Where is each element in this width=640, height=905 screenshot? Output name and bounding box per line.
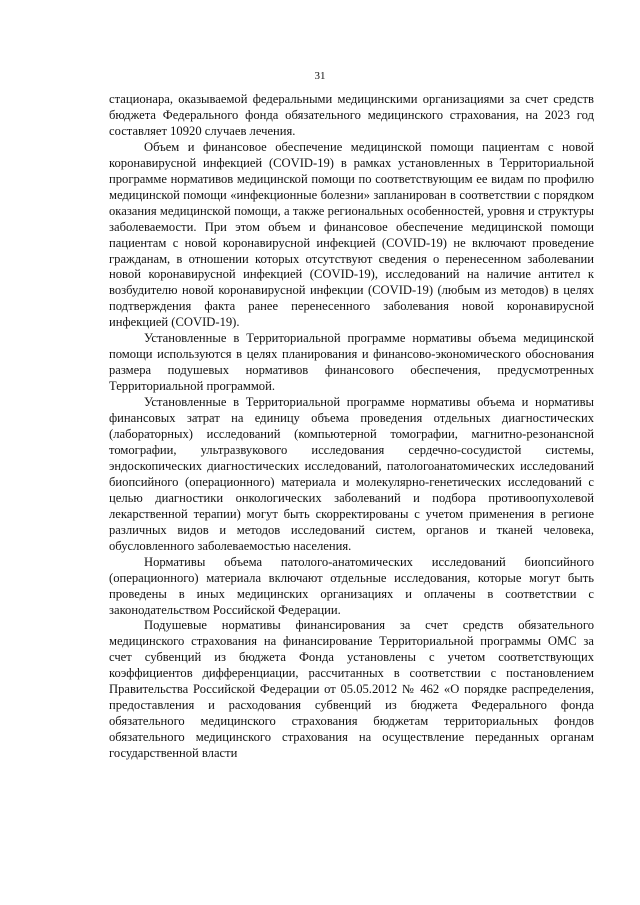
body-text	[109, 92, 594, 762]
paragraph-per-capita-financing: Подушевые нормативы финансирования за счет средств обязательного медицинского страхования на финансирование Территориальной программы ОМС за счет субвенций из бюджета Фонда установлены с учетом соответствующих коэффициентов дифференциации, рассчитанных в соответствии с постановлением Правительства Российской Федерации от 05.05.2012 № 462 «О порядке распределения, предоставления и расходования субвенций из бюджета Федерального фонда обязательного медицинского страхования бюджетам территориальных фондов обязательного медицинского страхования на осуществление переданных органам государственной власти	[109, 618, 594, 761]
page-number: 31	[314, 70, 326, 82]
paragraph-volume-norms: Установленные в Территориальной программе нормативы объема медицинской помощи используются в целях планирования и финансово-экономического обоснования размера подушевых нормативов финансового обеспечения, предусмотренных Территориальной программой.	[109, 331, 594, 394]
paragraph-biopsy-norms: Нормативы объема патолого-анатомических исследований биопсийного (операционного) материала включают отдельные исследования, которые могут быть проведены в иных медицинских организациях и оплачены в соответствии с законодательством Российской Федерации.	[109, 554, 594, 617]
paragraph-diagnostic-norms: Установленные в Территориальной программе нормативы объема и нормативы финансовых затрат на единицу объема проведения отдельных диагностических (лабораторных) исследований (компьютерной томографии, магнитно-резонансной томографии, ультразвукового исследования сердечно-сосудистой системы, эндоскопических диагностических исследований, патологоанатомических исследований биопсийного (операционного) материала и молекулярно-генетических исследований с целью диагностики онкологических заболеваний и подбора противоопухолевой лекарственной терапии) могут быть скорректированы с учетом применения в регионе различных видов и методов исследований систем, органов и тканей человека, обусловленного заболеваемостью населения.	[109, 395, 594, 553]
paragraph-continuation: стационара, оказываемой федеральными медицинскими организациями за счет средств бюджета Федерального фонда обязательного медицинского страхования, на 2023 год составляет 10920 случаев лечения.	[109, 92, 594, 138]
paragraph-covid-volume: Объем и финансовое обеспечение медицинской помощи пациентам с новой коронавирусной инфекцией (COVID-19) в рамках установленных в Территориальной программе нормативов медицинской помощи по соответствующим ее видам по профилю медицинской помощи «инфекционные болезни» запланирован в соответствии с порядком оказания медицинской помощи, а также региональных особенностей, уровня и структуры заболеваемости. При этом объем и финансовое обеспечение медицинской помощи пациентам с новой коронавирусной инфекцией (COVID-19) не включают проведение гражданам, в отношении которых отсутствуют сведения о перенесенном заболевании новой коронавирусной инфекцией (COVID-19), исследований на наличие антител к возбудителю новой коронавирусной инфекции (COVID-19) (любым из методов) в целях подтверждения факта ранее перенесенного заболевания новой коронавирусной инфекцией (COVID-19).	[109, 139, 594, 330]
